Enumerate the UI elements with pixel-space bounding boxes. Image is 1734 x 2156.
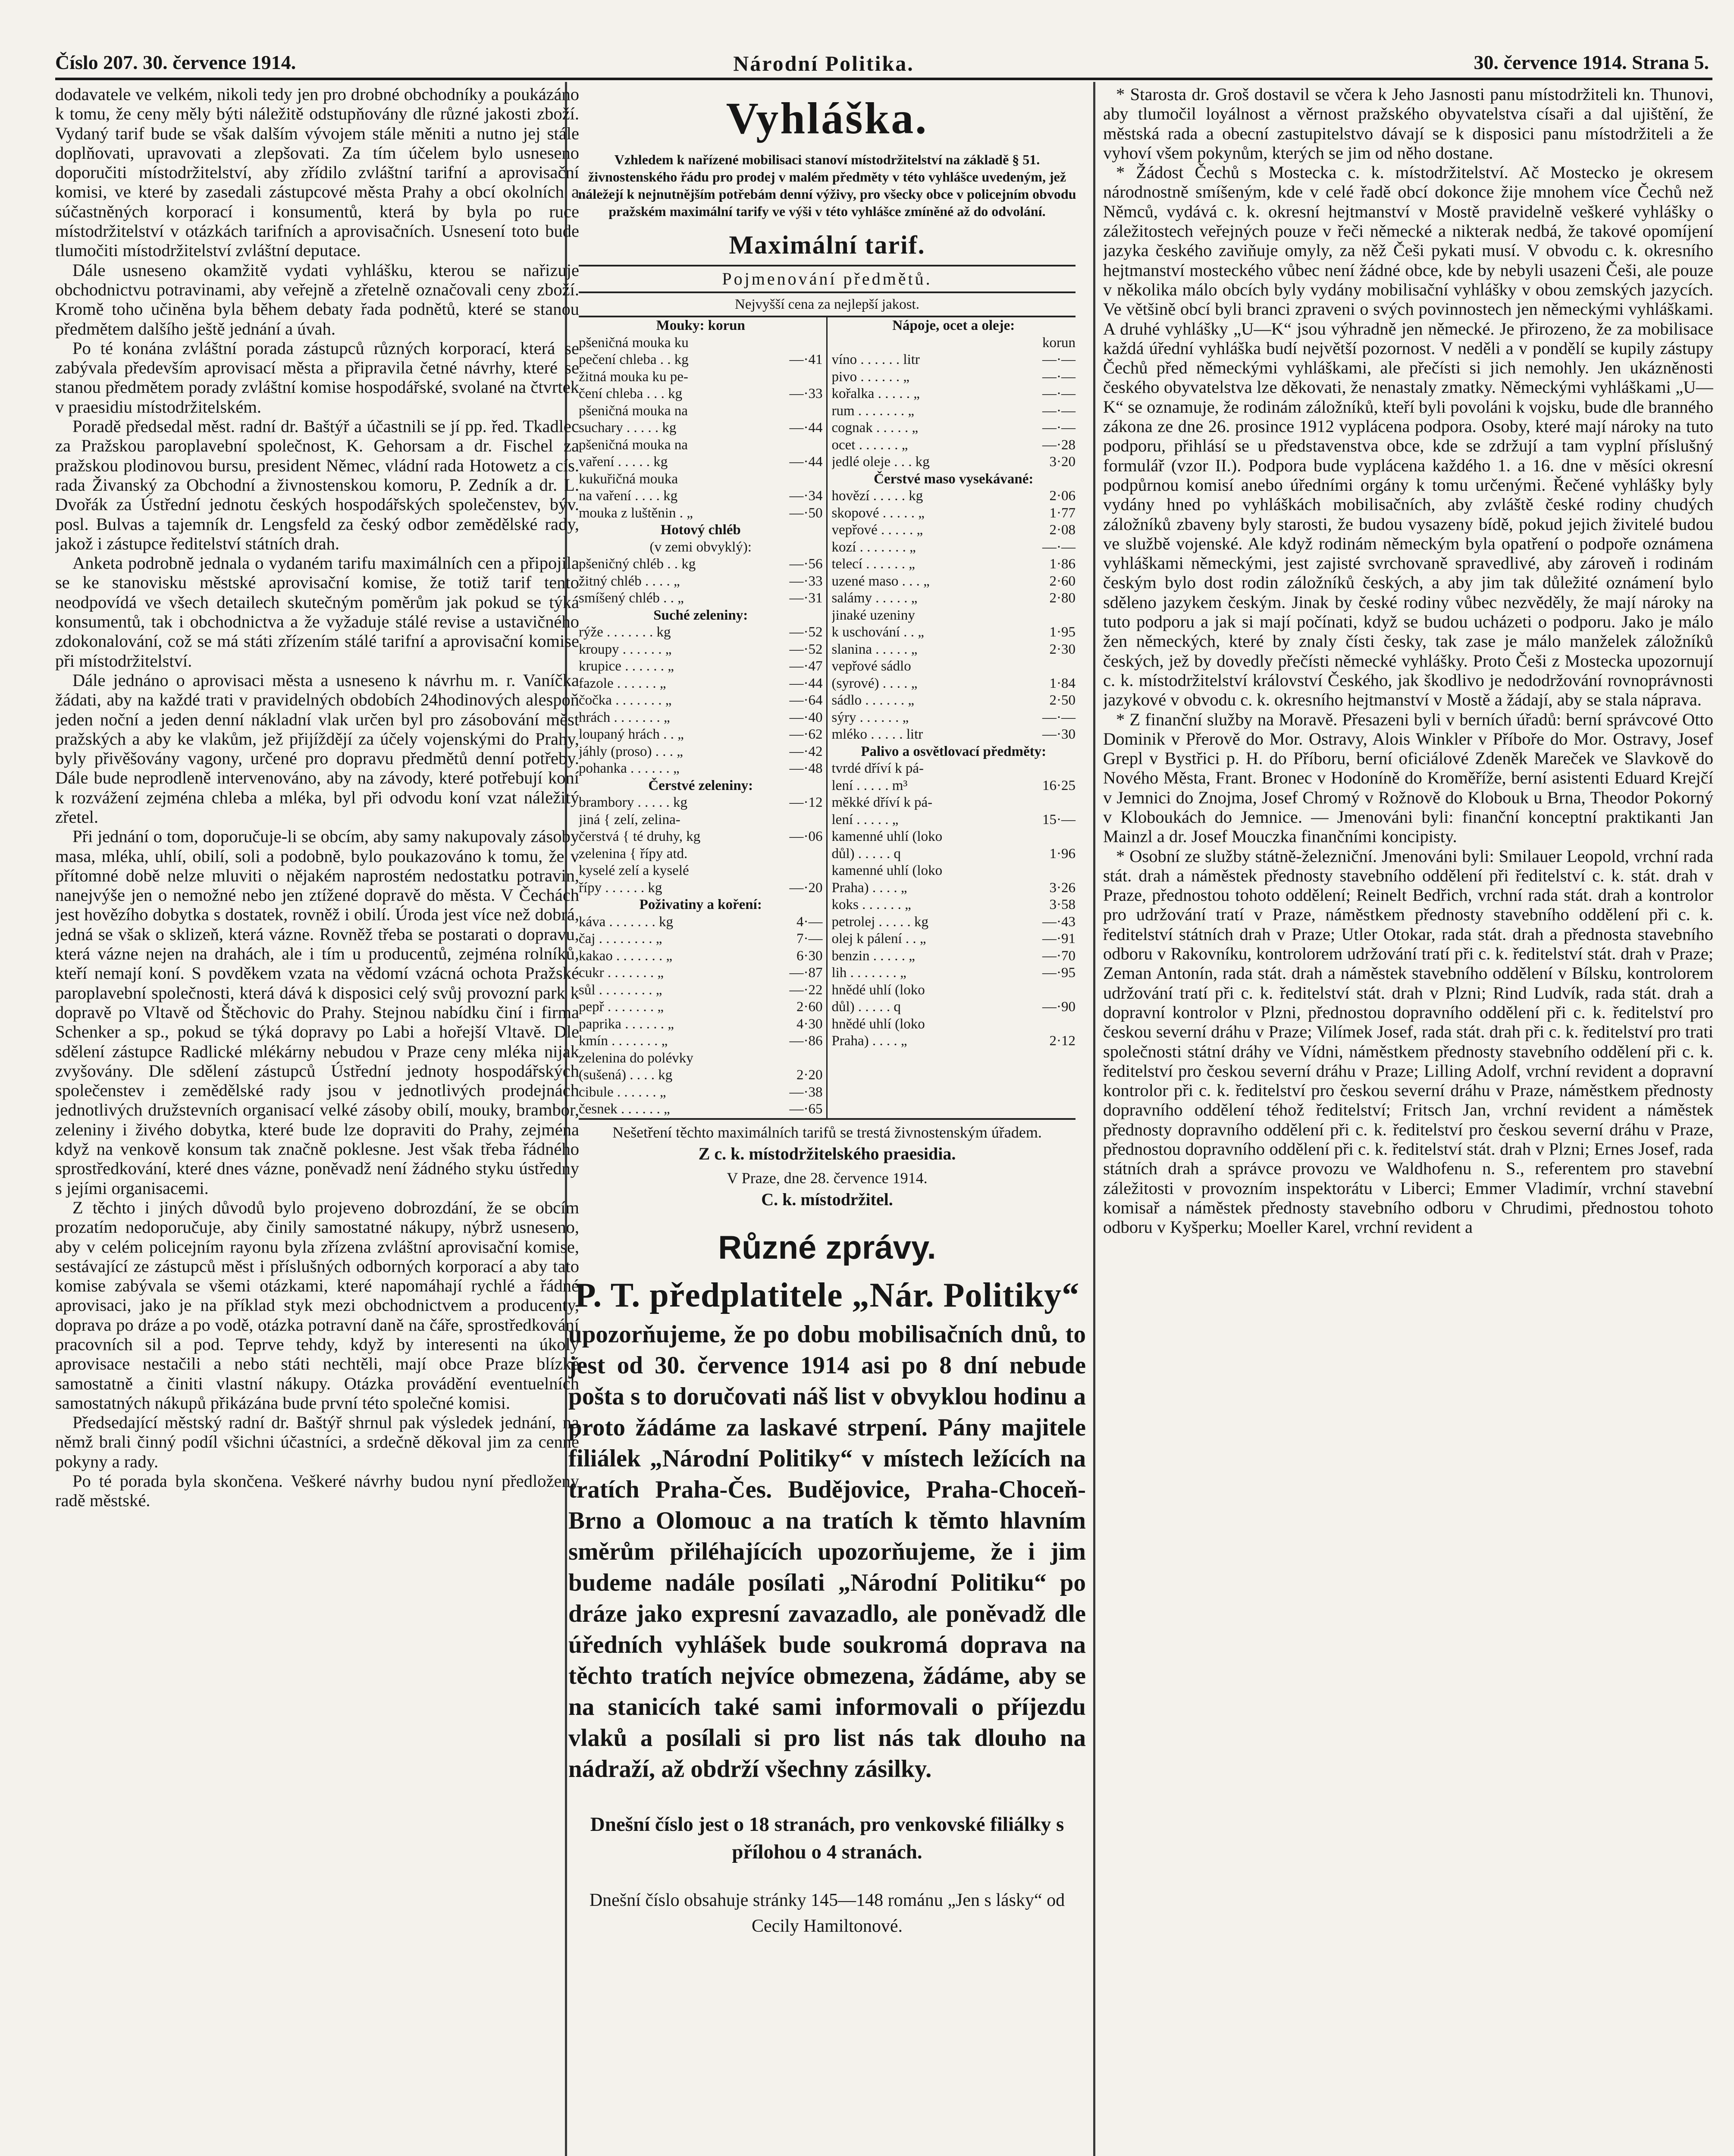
tariff-item-name: pšeničný chléb . . kg (579, 556, 696, 572)
tariff-item-name: k uschování . . „ (831, 624, 924, 640)
tariff-item-price (820, 846, 823, 863)
tariff-item-price: —·44 (789, 420, 823, 436)
tariff-row (832, 369, 1076, 386)
tariff-row (579, 760, 823, 777)
column-middle (568, 85, 1086, 2156)
notice-title: P. T. předplatitele „Nár. Politiky“ (574, 1276, 1080, 1314)
tariff-row (832, 385, 1076, 403)
tariff-row (832, 658, 1076, 675)
tariff-item-name: pepř . . . . . . . „ (579, 999, 664, 1015)
paragraph: Po té konána zvláštní porada zástupců různých korporací, která se zabývala především aprovisací města a připravila četné návrhy, které se stanou předmětem porady zvláštní komise hospodářské, svolané na čtvrtek v praesidiu místodržitelském. (55, 338, 579, 417)
paragraph: dodavatele ve velkém, nikoli tedy jen pro drobné obchodníky a poukázáno k tomu, že ceny měly býti náležitě odstupňovány dle různé jakosti zboží. Vydaný tarif bude se však dalším vývojem stále měniti a nutno jej stále doplňovati, upravovati a zlepšovati. Za tím účelem bylo usneseno doporučiti místodržitelství, aby zřídilo zvláštní tarifní a aprovisační komisi, ve které by zasedali zástupcové města Prahy a obcí okolních a súčastněných korporací i konsumentů, která by byla po ruce místodržitelství v otázkách tarifních a aprovisačních. Usnesení toto bude tlumočiti místodržitelství zvláštní deputace. (55, 85, 579, 260)
tariff-row (579, 641, 823, 658)
tariff-item-price: korun (1042, 335, 1076, 351)
tariff-row (832, 999, 1076, 1016)
tariff-item-price: 2·60 (1049, 573, 1076, 589)
tariff-item-name: telecí . . . . . . „ (831, 556, 915, 572)
tariff-item-name: důl) . . . . . q (831, 846, 901, 862)
tariff-item-name: vaření . . . . . kg (579, 454, 668, 470)
tariff-item-price: —·64 (789, 693, 823, 708)
tariff-group-heading: Čerstvé maso vysekávané: (874, 471, 1034, 487)
tariff-row (832, 539, 1076, 556)
tariff-item-price: 1·86 (1049, 556, 1076, 572)
vyhlaska-title: Vyhláška. (726, 94, 928, 143)
tariff-row (832, 692, 1076, 709)
tariff-column-left (579, 317, 828, 1118)
news-item: * Starosta dr. Groš dostavil se včera k Jeho Jasnosti panu místodržiteli kn. Thunovi, aby tlumočil loyálnost a věrnost pražského obyvatelstva císaři a dal ujištění, že městská rada a obecní zastupitelstvo dávají se k disposici panu místodržiteli a že vyhoví všem pokynům, kterých se jim od něho dostane. (1103, 85, 1713, 163)
tariff-row (579, 982, 823, 999)
tariff-item-name: hovězí . . . . . kg (831, 488, 923, 504)
tariff-group-heading: Hotový chléb (660, 522, 741, 538)
vyhlaska-signature: C. k. místodržitel. (761, 1189, 893, 1209)
tariff-item-name: na vaření . . . . kg (579, 488, 678, 504)
tariff-item-name: lih . . . . . . . „ (831, 965, 906, 981)
tariff-item-price: 1·95 (1049, 624, 1076, 640)
tariff-item-price: —·90 (1042, 999, 1076, 1015)
tariff-item-name: (sušená) . . . . kg (579, 1067, 673, 1083)
tariff-group-heading: Mouky: korun (656, 318, 745, 333)
tariff-row (832, 351, 1076, 369)
tariff-group-heading: Suché zeleniny: (653, 607, 748, 623)
tariff-row (832, 1016, 1076, 1033)
tariff-item-name: zelenina do polévky (579, 1050, 693, 1066)
tariff-item-price: —·— (1042, 420, 1076, 436)
tariff-row (579, 658, 823, 675)
table-heading: Pojmenování předmětů. (722, 269, 932, 288)
paragraph: Při jednání o tom, doporučuje-li se obcím, aby samy nakupovaly zásoby masa, mléka, uhlí, obilí, soli a podobně, bylo poukazováno k tomu, že v přítomné době nelze mluviti o nějakém naprostém nedostatku potravin, nanejvýše jen o nemožné nebo jen ztížené dopravě do města. V Čechách jest hovězího dobytka s dostatek, rovněž i obilí. Úroda jest více než dobrá, jedná se však o sklizeň, která vázne. Rovněž třeba se postarati o dopravu, která vázne nejen na drahách, ale i tím u producentů, zejména rolníků, kteří nemají koní. S povděkem vzata na vědomí vzácná ochota Pražské paroplavební společnosti, která dává k disposici celý svůj provozní park k dopravě po Vltavě od Štěchovic do Prahy. Stejnou nabídku činí i firma Schenker a sp., pokud se týká dopravy po Labi a hořejší Vltavě. Dle sdělení zástupce Radlické mlékárny nebudou v Praze ceny mléka nijak zvyšovány. Dle sdělení zástupců Ústřední jednoty hospodářských společenstev i zemědělské rady jsou v jednotlivých prodejnách jednotlivých družstevních organisací velké zásoby obilí, mouky, brambor, zeleniny i živého dobytka, které bude lze dopraviti do Prahy, zejména když na venkově konsum tak značně poklesne. Jest však třeba řádného sprostředkování, které dnes vázne, poněvadž není žádného styku ústředny s jejími organisacemi. (55, 827, 579, 1198)
table-subheading: Nejvyšší cena za nejlepší jakost. (735, 297, 919, 312)
tariff-row (832, 556, 1076, 573)
tariff-item-price: 4·30 (796, 1016, 823, 1032)
tariff-item-name: vepřové sádlo (831, 658, 911, 674)
tariff-item-name: jedlé oleje . . . kg (831, 454, 930, 470)
tariff-item-price: 2·60 (796, 999, 823, 1015)
tariff-item-name: žitný chléb . . . . „ (579, 573, 680, 589)
tariff-group-heading: Palivo a osvětlovací předměty: (861, 743, 1047, 759)
tariff-item-price: —·50 (789, 505, 823, 521)
tariff-item-price: 2·30 (1049, 641, 1076, 657)
tariff-item-name: sýry . . . . . . „ (831, 709, 909, 725)
tariff-row (832, 794, 1076, 812)
tariff-row (579, 454, 823, 471)
tariff-row (579, 794, 823, 812)
paragraph: Z těchto i jiných důvodů bylo projeveno dobrozdání, že se obcím prozatím nedoporučuje, aby činily samostatné nákupy, nýbrž usneseno, aby v celém policejním rayonu byla zřízena zvláštní aprovisační komise, sestávající ze zástupců měst i příslušných odborných korporací a aby tato komise zabývala se všemi otázkami, které napomáhají rychlé a řádné aprovisaci, jako je na příklad styk mezi obchodnictvem a producenty, doprava po dráze a po vodě, otázka potravní daně na čáře, sprostředkování pracovních sil a pod. Teprve tehdy, když by interesenti na úkoly aprovisace nestačili a nebo státi nechtěli, mají obce Praze blízké samostatně a činiti vlastní nákupy. Otázka provádění eventuelních samostatných nákupů přikázána bude první této společné komisi. (55, 1197, 579, 1413)
tariff-item-price: —·— (1042, 352, 1076, 367)
tariff-row (579, 1033, 823, 1050)
tariff-item-price (1073, 794, 1076, 812)
novel-pages-note: Dnešní číslo obsahuje stránky 145—148 románu „Jen s lásky“ od Cecily Hamiltonové. (589, 1890, 1065, 1936)
tariff-item-price (820, 403, 823, 420)
vyhlaska-penalty: Nešetření těchto maximálních tarifů se trestá živnostenským úřadem. (612, 1123, 1042, 1141)
tariff-item-name: kořalka . . . . . „ (831, 386, 920, 401)
tariff-item-price (1073, 658, 1076, 675)
tariff-group-note: (v zemi obvyklý): (649, 539, 752, 555)
tariff-row (832, 573, 1076, 590)
tariff-item-name: rum . . . . . . . „ (831, 403, 915, 419)
tariff-item-price: 16·25 (1042, 777, 1076, 793)
tariff-row (832, 437, 1076, 454)
tariff-group-heading: Čerstvé zeleniny: (648, 777, 753, 793)
tariff-item-name: kamenné uhlí (loko (831, 829, 943, 844)
tariff-item-name: rýže . . . . . . . kg (579, 624, 671, 640)
tariff-row (832, 1033, 1076, 1050)
tariff-item-name: káva . . . . . . . kg (579, 914, 674, 930)
tariff-item-name: pšeničná mouka na (579, 437, 688, 453)
tariff-item-price (820, 862, 823, 880)
tariff-item-price: —·65 (789, 1101, 823, 1117)
tariff-item-price (820, 369, 823, 386)
tariff-item-price: —·20 (789, 880, 823, 896)
vyhlaska-intro: Vzhledem k nařízené mobilisaci stanoví místodržitelství na základě § 51. živnostenského řádu pro prodej v malém předměty v této vyhlášce uvedeným, jež náležejí k nejnutnějším potřebám denní výživy, pro všecky obce v policejním obvodu pražském maximální tarify ve výši v této vyhlášce zmíněné až do odvolání. (578, 152, 1076, 219)
tariff-item-price (1073, 862, 1076, 880)
tariff-item-price: —·— (1042, 386, 1076, 401)
tariff-row (579, 420, 823, 437)
column-divider (1093, 82, 1095, 2156)
tariff-item-name: kamenné uhlí (loko (831, 863, 943, 878)
tariff-item-name: česnek . . . . . . „ (579, 1101, 670, 1117)
paragraph: Dále jednáno o aprovisaci města a usneseno k návrhu m. r. Vaníčka žádati, aby na každé trati v pravidelných obdobích 24hodinových alespoň jeden noční a jeden denní nákladní vlak určen byl pro zásobování měst pražských a aby ke vlakům, jež přijíždějí za účely vojenskými do Prahy, byly přivěšovány vagony, určené pro dopravu předmětů denní potřeby. Dále bude neprodleně intervenováno, aby na závody, které potřebují koní k rozvážení zejména chleba a mléka, byl při odvodu koní vzat náležitý zřetel. (55, 670, 579, 827)
tariff-item-price: 6·30 (796, 948, 823, 964)
tariff-item-name: čení chleba . . . kg (579, 386, 683, 401)
tariff-item-price: 4·— (796, 914, 823, 930)
tariff-item-name: kukuřičná mouka (579, 471, 678, 487)
tariff-item-name: čerstvá { té druhy, kg (579, 829, 701, 844)
tariff-item-name: (syrové) . . . . „ (831, 675, 918, 691)
tariff-row (579, 726, 823, 743)
tariff-item-name: vepřové . . . . . „ (831, 522, 923, 538)
tariff-row (579, 335, 823, 352)
tariff-row (832, 896, 1076, 914)
paragraph: Poradě předsedal měst. radní dr. Baštýř a účastnili se jí pp. řed. Tkadlec za Pražskou paroplavební společnost, K. Gehorsam a dr. Fischel za pražskou plodinovou bursu, president Němec, vládní rada Hotowetz a cís. rada Živanský za Obchodní a živnostenskou komoru, P. Zedník a dr. L. Dvořák za Ústřední jednotu českých hospodářských společenstev, býv. posl. Bulvas a tajemník dr. Lengsfeld za český odbor zemědělské rady, jakož i zástupce ředitelství státních drah. (55, 417, 579, 553)
tariff-item-name: kozí . . . . . . . „ (831, 539, 916, 555)
section-title: Různé zprávy. (718, 1229, 936, 1266)
tariff-row (579, 743, 823, 761)
tariff-item-price (1073, 982, 1076, 999)
tariff-row (832, 624, 1076, 641)
tariff-item-name: suchary . . . . . kg (579, 420, 677, 436)
tariff-column-right (828, 317, 1076, 1118)
tariff-row (832, 948, 1076, 965)
tariff-item-name: pečení chleba . . kg (579, 352, 689, 367)
tariff-row (832, 914, 1076, 931)
tariff-item-price: —·— (1042, 539, 1076, 555)
tariff-item-name: olej k pálení . . „ (831, 931, 926, 946)
tariff-item-name: smíšený chléb . . „ (579, 590, 684, 606)
tariff-item-name: loupaný hrách . . „ (579, 727, 684, 742)
tariff-item-name: koks . . . . . . „ (831, 897, 911, 912)
tariff-item-price: —·28 (1042, 437, 1076, 453)
tariff-item-price: —·47 (789, 658, 823, 674)
tariff-item-price: —·42 (789, 743, 823, 759)
tariff-item-name: čočka . . . . . . . „ (579, 693, 672, 708)
tariff-item-name: hnědé uhlí (loko (831, 1016, 925, 1032)
tariff-item-name: jáhly (proso) . . . „ (579, 743, 683, 759)
tariff-row (579, 1084, 823, 1101)
tariff-row (579, 1067, 823, 1084)
tariff-item-price: —·44 (789, 454, 823, 470)
tariff-row (579, 471, 823, 488)
page-number-header: 30. července 1914. Strana 5. (1474, 51, 1709, 73)
tariff-row (832, 846, 1076, 863)
tariff-row (832, 965, 1076, 982)
tariff-item-price: 2·12 (1049, 1033, 1076, 1049)
tariff-item-price: 1·84 (1049, 675, 1076, 691)
tariff-row (579, 385, 823, 403)
tariff-item-name: Praha) . . . . „ (831, 1033, 907, 1049)
tariff-item-price: —·— (1042, 403, 1076, 419)
tariff-item-price (820, 471, 823, 488)
masthead: Národní Politika. (733, 51, 914, 75)
tariff-row (832, 505, 1076, 522)
tariff-row (579, 914, 823, 931)
tariff-item-price: —·62 (789, 727, 823, 742)
tariff-row (579, 573, 823, 590)
tariff-row (579, 556, 823, 573)
paragraph: Anketa podrobně jednala o vydaném tarifu maximálních cen a připojila se ke stanovisku městské aprovisační komise, že totiž tarif tento neodpovídá ve všech detailech skutečným poměrům jak pokud se týká konsumentů, tak i obchodnictva a že vyžaduje stálé revise a ustavičného zdokonalování, což se má státi zřízením stálé tarifní a aprovisační komise při místodržitelství. (55, 553, 579, 671)
tariff-item-price: 1·77 (1049, 505, 1076, 521)
tariff-item-price: —·22 (789, 982, 823, 998)
tariff-row (832, 760, 1076, 777)
tariff-row (579, 590, 823, 607)
tariff-row (832, 828, 1076, 846)
tariff-row (579, 965, 823, 982)
tariff-item-price (1073, 828, 1076, 846)
tariff-row (832, 522, 1076, 539)
tariff-item-price: 3·26 (1049, 880, 1076, 896)
tariff-group-heading: Poživatiny a koření: (639, 897, 762, 912)
tariff-item-name: cibule . . . . . . „ (579, 1084, 666, 1100)
tariff-item-name: pšeničná mouka na (579, 403, 688, 419)
tariff-row (832, 335, 1076, 352)
tariff-item-name: čaj . . . . . . . . „ (579, 931, 662, 946)
tariff-row (832, 403, 1076, 420)
tariff-item-price: 2·06 (1049, 488, 1076, 504)
tariff-row (579, 812, 823, 829)
tariff-item-price: —·12 (789, 795, 823, 810)
tariff-item-name: ocet . . . . . . „ (831, 437, 908, 453)
tariff-item-name: jinaké uzeniny (831, 607, 915, 623)
tariff-item-name: cukr . . . . . . . „ (579, 965, 664, 981)
tariff-row (832, 488, 1076, 505)
tariff-item-name: kyselé zelí a kyselé (579, 863, 689, 878)
tariff-row (832, 931, 1076, 948)
tariff-group-heading: Nápoje, ocet a oleje: (892, 318, 1015, 333)
tariff-row (832, 675, 1076, 693)
news-item: * Osobní ze služby státně-železniční. Jmenováni byli: Smilauer Leopold, vrchní rada stát. drah a náměstek přednosty stavebního oddělení při ředitelství c. k. stát. drah v Praze, přednostou tohoto oddělení; Reinelt Bedřich, vrchní rada stát. drah a kontrolor pro udržování tratí v Praze, náměstkem přednosty stavebního oddělení při c. k. ředitelství státních drah v Praze; Utler Otokar, rada stát. drah a přednosta stavebního odboru v Rakovníku, kontrolorem udržování tratí při c. k. ředitelství stát. drah v Praze; Zeman Antonín, rada stát. drah a náměstek stavebního oddělení v Bílsku, kontrolorem udržování tratí při c. k. ředitelství stát. drah v Plzni; Rind Ludvík, rada stát. drah a dopravní kontrolor v Plzni, přednostou dopravního oddělení při c. k. ředitelství pro českou severní dráhu v Praze; Vilímek Josef, rada stát. drah při c. k. ředitelství pro trati společnosti státní dráhy ve Vídni, náměstkem přednosty stavebního oddělení při c. k. ředitelství pro českou severní dráhu v Praze; Lilling Adolf, vrchní revident a dopravní kontrolor při c. k. ředitelství pro českou severní dráhu v Praze, náměstkem přednosty dopravního oddělení téhož ředitelství; Fritsch Jan, vrchní revident a náměstek přednosty dopravního oddělení při c. k. ředitelství pro českou severní dráhu v Praze, přednostou dopravního oddělení při c. k. ředitelství stát. drah v Plzni; Ernes Josef, rada státních drah a správce provozu ve Waldhofenu n. S., referentem pro stavební záležitosti v provozním inspektorátu v Liberci; Emmer Vladimír, vrchní stavební komisař a náměstek přednosty stavebního odboru v Chrudimi, přednostou tohoto odboru v Kyšperku; Moeller Karel, vrchní revident a (1103, 846, 1713, 1237)
tariff-item-price: 2·20 (796, 1067, 823, 1083)
tariff-item-price (820, 812, 823, 829)
tariff-row (579, 624, 823, 641)
tariff-item-price: —·91 (1042, 931, 1076, 946)
tariff-row (579, 999, 823, 1016)
paragraph: Po té porada byla skončena. Veškeré návrhy budou nyní předloženy radě městské. (55, 1471, 579, 1510)
tariff-item-name: paprika . . . . . . „ (579, 1016, 674, 1032)
vyhlaska-date: V Praze, dne 28. července 1914. (727, 1169, 928, 1187)
tariff-item-price: —·87 (789, 965, 823, 981)
paragraph: Dále usneseno okamžitě vydati vyhlášku, kterou se nařizuje obchodnictvu potravinami, aby veřejně a zřetelně označovali ceny zboží. Kromě toho učiněna byla během debaty řada podnětů, které se stanou předmětem dalšího ještě jednání a úvah. (55, 260, 579, 338)
tariff-item-price: 2·08 (1049, 522, 1076, 538)
tariff-item-price: —·— (1042, 369, 1076, 385)
tariff-row (832, 982, 1076, 999)
tariff-item-name: lení . . . . . „ (831, 812, 899, 827)
tariff-item-name: pšeničná mouka ku (579, 335, 689, 351)
tariff-table (579, 317, 1076, 1120)
tariff-item-price (1073, 1016, 1076, 1033)
tariff-item-name: salámy . . . . . „ (831, 590, 918, 606)
tariff-item-price (1073, 760, 1076, 777)
tariff-item-price: —·48 (789, 761, 823, 776)
column-right (1103, 85, 1713, 2156)
tariff-item-name: pohanka . . . . . . „ (579, 761, 680, 776)
subscriber-notice: upozorňujeme, že po dobu mobilisačních dnů, to jest od 30. července 1914 asi po 8 dní nebude pošta s to doručovati náš list v obvyklou hodinu a proto žádáme za laskavé strpení. Pány majitele filiálek „Národní Politiky“ v místech ležících na tratích Praha-Čes. Budějovice, Praha-Choceň-Brno a Olomouc a na tratích k těmto hlavním směrům přiléhajících upozorňujeme, že i jim budeme nadále posílati „Národní Politiku“ po dráze jako expresní zavazadlo, ale poněvadž dle úředních vyhlášek bude soukromá doprava na těchto tratích nejvíce obmezena, žádáme, aby se na stanicích také sami informovali o příjezdu vlaků a posílali si pro list nás tak dlouho na nádraží, až obdrží všechny zásilky. (568, 1320, 1086, 1783)
tariff-item-name: řípy . . . . . . kg (579, 880, 662, 896)
tariff-row (832, 590, 1076, 607)
tariff-item-name: zelenina { řípy atd. (579, 846, 688, 862)
tariff-row (832, 812, 1076, 829)
tariff-item-name: Praha) . . . . „ (831, 880, 907, 896)
tariff-row (832, 454, 1076, 471)
tariff-item-name: cognak . . . . . „ (831, 420, 919, 436)
tariff-item-price: —·34 (789, 488, 823, 504)
tariff-item-price: —·31 (789, 590, 823, 606)
tariff-row (579, 369, 823, 386)
tariff-item-price: —·38 (789, 1084, 823, 1100)
tariff-row (832, 862, 1076, 880)
tariff-item-name: skopové . . . . . „ (831, 505, 925, 521)
tariff-item-price: —·52 (789, 641, 823, 657)
tariff-item-price: —·70 (1042, 948, 1076, 964)
tariff-row (579, 709, 823, 727)
tariff-item-name: slanina . . . . . „ (831, 641, 918, 657)
tariff-row (832, 777, 1076, 795)
tariff-item-name: hnědé uhlí (loko (831, 982, 925, 998)
tariff-item-price: —·44 (789, 675, 823, 691)
tariff-item-name: sádlo . . . . . . „ (831, 693, 915, 708)
tariff-row (579, 488, 823, 505)
tariff-item-price: —·— (1042, 709, 1076, 725)
tariff-row (579, 880, 823, 897)
tariff-row (579, 1016, 823, 1033)
tariff-row (579, 437, 823, 454)
tariff-item-name: kroupy . . . . . . „ (579, 641, 672, 657)
tariff-item-name: hrách . . . . . . . „ (579, 709, 670, 725)
tariff-row (579, 403, 823, 420)
tariff-item-price: —·56 (789, 556, 823, 572)
tariff-item-price: 2·50 (1049, 693, 1076, 708)
tariff-item-price: —·33 (789, 573, 823, 589)
tariff-item-name: měkké dříví k pá- (831, 795, 933, 810)
tariff-item-price (820, 437, 823, 454)
news-item: * Žádost Čechů s Mostecka c. k. místodržitelství. Ač Mostecko je okresem národnostně smíšeným, kde v celé řadě obcí dokonce žije mnohem více Čechů než Němců, vydává c. k. okresní hejtmanství v Mostě pravidelně veškeré vyhlášky o záležitostech veřejných pouze v řeči německé a nikterak nedbá, že takové opomíjení jazyka českého zaviňuje omyly, za něž Češi pykati musí. V obvodu c. k. okresního hejtmanství mosteckého vůbec není žádné obce, kde by nebyli usazeni Češi, ale pouze v několika málo obcích byly vydány mobilisační vyhlášky v obou zemských jazycích. Ve většině obcí byli branci zpraveni o svých povinnostech jen německými vyhláškami. A druhé vyhlášky „U—K“ jsou výhradně jen německé. Je přirozeno, že za mobilisace každá úřední vyhláška budí největší pozornost. V neděli a v pondělí se kupily zástupy Čechů před německými vyhláškami, ale přečísti si jich nemohly. Jen ukázněnosti českého obyvatelstva lze děkovati, že nenastaly zmatky. Německými vyhláškami „U—K“ se oznamuje, že rodinám záložníků, kteří byli povoláni k vojsku, bude dle branného zákona ze dne 26. prosince 1912 vyplácena podpora. Osoby, které mají nároky na tuto podporu, přihlásí se u představenstva obce, kde se zdržují a tam vyplní příslušný formulář (vzor II.). Podpora bude vyplácena každého 1. a 16. dne v měsíci okresní podpůrnou komisí anebo úředními orgány k tomu určenými. Řečené vyhlášky byly vydány hned po vyhláškách mobilisačních, aby zvláště české rodiny chudých záložníků zbaveny byly starosti, že budou vysazeny bídě, pokud jejich živitelé budou ve službě vojenské. Ale když rodinám německým byla opatření o podpoře oznámena vyhláškami německými, jest zajisté svrchovaně spravedlivé, aby zároveň i rodinám českým bylo dost rodin záložníků českých, a aby jim tak důležité oznámení bylo sděleno jazykem českým. Jinak by české rodiny vůbec nezvěděly, že mají nároky na tuto podporu a jak si mají počínati, když se budou ucházeti o podporu. Jako je málo žen německých, které by znaly čísti česky, tak zase je málo manželek záložníků českých, jež by dovedly přečísti německé vyhlášky. Proto Češi z Mostecka upozornují c. k. místodržitelství království Českého, jak škodlivo je nedodržování rovnoprávnosti jazykové v obvodu c. k. okresního hejtmanství v Mostě a žádají, aby se stala náprava. (1103, 163, 1713, 710)
tariff-item-name: pivo . . . . . . „ (831, 369, 910, 385)
tariff-item-name: uzené maso . . . „ (831, 573, 930, 589)
tariff-item-price: —·43 (1042, 914, 1076, 930)
tariff-item-name: brambory . . . . . kg (579, 795, 688, 810)
tariff-row (579, 1050, 823, 1067)
tariff-row (832, 880, 1076, 897)
tariff-row (832, 726, 1076, 743)
tariff-item-price: 7·— (796, 931, 823, 946)
tariff-item-price: 1·96 (1049, 846, 1076, 862)
paragraph: Předsedající městský radní dr. Baštýř shrnul pak výsledek jednání, na němž brali činný podíl všichni účastníci, a srdečně děkoval jim za cenné pokyny a rady. (55, 1413, 579, 1471)
tariff-item-name: kakao . . . . . . . „ (579, 948, 673, 964)
tariff-item-name: mouka z luštěnin . „ (579, 505, 693, 521)
header-rule (55, 78, 1712, 80)
tariff-item-price: —·52 (789, 624, 823, 640)
tariff-item-name: kmín . . . . . . . „ (579, 1033, 668, 1049)
tariff-item-name: žitná mouka ku pe- (579, 369, 688, 385)
tariff-row (832, 607, 1076, 624)
tariff-item-name: fazole . . . . . . „ (579, 675, 666, 691)
tariff-row (832, 709, 1076, 727)
tariff-item-price: 3·20 (1049, 454, 1076, 470)
tariff-row (832, 420, 1076, 437)
tariff-item-price: —·41 (789, 352, 823, 367)
tariff-item-name: benzin . . . . . „ (831, 948, 915, 964)
tariff-row (579, 948, 823, 965)
tariff-item-name: krupice . . . . . . „ (579, 658, 674, 674)
tariff-title: Maximální tarif. (729, 231, 925, 259)
tariff-item-name: mléko . . . . . litr (831, 727, 923, 742)
tariff-item-name: jiná { zelí, zelina- (579, 812, 680, 827)
tariff-item-price: —·33 (789, 386, 823, 401)
news-item: * Z finanční služby na Moravě. Přesazeni byli v berních úřadů: berní správcové Otto Dominik v Přerově do Mor. Ostravy, Alois Winkler v Příboře do Mor. Ostravy, Josef Grepl v Bystřici p. H. do Příboru, berní oficiálové Zdeněk Mareček ve Slavkově do Nového Města, Frant. Bronec v Hodoníně do Kroměříže, berní asistenti Eduard Krejčí v Jemnici do Znojma, Josef Chromý v Rožnově do Klobouk u Brna, Theodor Pokorný v Kloboukách do Jemnice. — Jmenováni byli: finanční konceptní praktikanti Jan Mainzl a dr. Josef Mouczka finančními koncipisty. (1103, 709, 1713, 846)
column-left (55, 85, 579, 2156)
tariff-row (579, 931, 823, 948)
tariff-item-name: důl) . . . . . q (831, 999, 901, 1015)
issue-pages-note: Dnešní číslo jest o 18 stranách, pro venkovské filiálky s přílohou o 4 stranách. (590, 1813, 1064, 1863)
tariff-item-price: —·06 (789, 829, 823, 844)
tariff-item-price (820, 1050, 823, 1067)
tariff-row (579, 828, 823, 846)
tariff-item-name: sůl . . . . . . . . „ (579, 982, 662, 998)
tariff-item-price: —·95 (1042, 965, 1076, 981)
tariff-item-name: víno . . . . . . litr (831, 352, 920, 367)
tariff-item-name: tvrdé dříví k pá- (831, 761, 924, 776)
tariff-row (579, 846, 823, 863)
tariff-row (579, 351, 823, 369)
tariff-item-price: 15·— (1042, 812, 1076, 827)
tariff-item-name: petrolej . . . . . kg (831, 914, 929, 930)
tariff-item-price: —·86 (789, 1033, 823, 1049)
tariff-row (579, 1101, 823, 1118)
tariff-item-price: —·40 (789, 709, 823, 725)
tariff-item-price (820, 335, 823, 352)
tariff-row (579, 692, 823, 709)
tariff-item-price: 2·80 (1049, 590, 1076, 606)
tariff-item-price (1073, 607, 1076, 624)
tariff-row (579, 675, 823, 693)
tariff-row (579, 505, 823, 522)
tariff-item-name: lení . . . . . m³ (831, 777, 908, 793)
issue-header: Číslo 207. 30. července 1914. (55, 51, 296, 73)
vyhlaska-issuer: Z c. k. místodržitelského praesidia. (698, 1144, 956, 1163)
tariff-item-price: 3·58 (1049, 897, 1076, 912)
tariff-row (832, 641, 1076, 658)
tariff-item-price: —·30 (1042, 727, 1076, 742)
tariff-row (579, 862, 823, 880)
